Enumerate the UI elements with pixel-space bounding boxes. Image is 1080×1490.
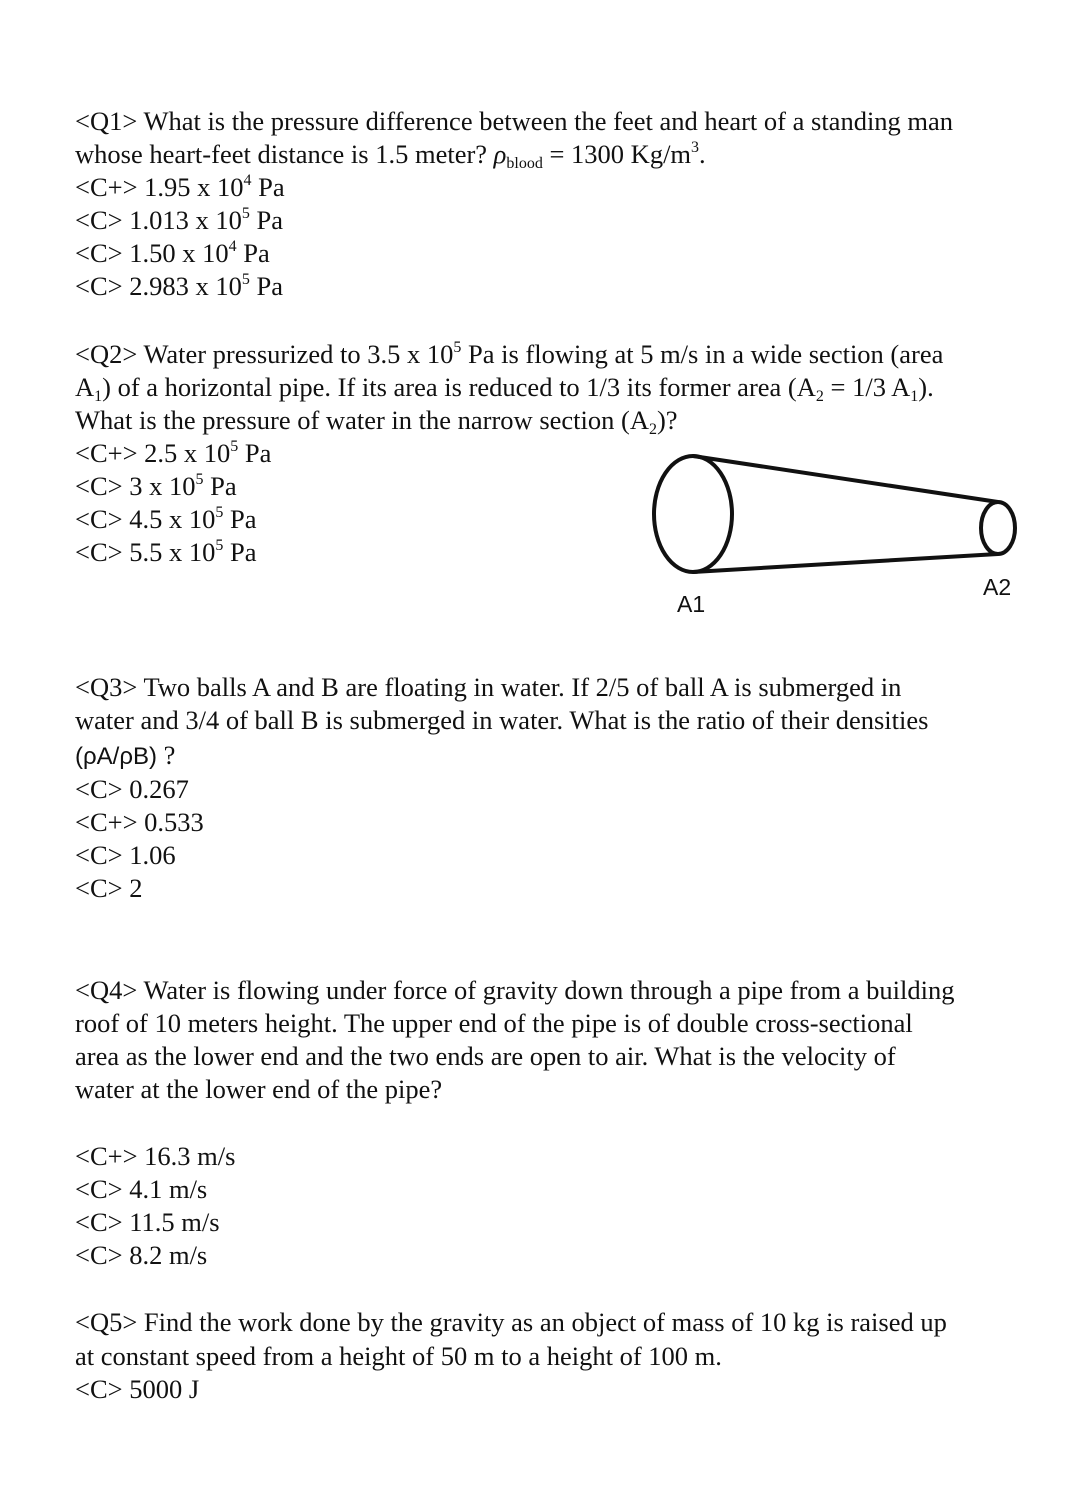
choice-mantissa: 1.013 x 10	[129, 205, 242, 235]
choice-tag: <C>	[75, 1207, 123, 1237]
choice-tag: <C>	[75, 1174, 123, 1204]
choice-text: 8.2 m/s	[129, 1240, 208, 1270]
choice-text: 1.06	[129, 840, 176, 870]
q4-text-3: area as the lower end and the two ends are open to air. What is the velocity of	[75, 1041, 896, 1071]
choice-exponent: 5	[215, 537, 224, 554]
q1-choice-1[interactable]	[75, 171, 285, 204]
choice-tag: <C>	[75, 774, 123, 804]
q1-choice-4[interactable]	[75, 270, 283, 303]
choice-tag: <C>	[75, 1374, 123, 1404]
rho-symbol: ρ	[493, 139, 507, 169]
q4-tag: <Q4>	[75, 975, 138, 1005]
choice-unit: Pa	[223, 504, 257, 534]
q2-line-3	[75, 404, 678, 437]
q2-text: ) of a horizontal pipe. If its area is reduced to 1/3 its former area (A	[102, 372, 816, 402]
q3-choice-1[interactable]	[75, 773, 189, 806]
q4-text-4: water at the lower end of the pipe?	[75, 1074, 443, 1104]
q2-subscript: 2	[815, 388, 824, 405]
q3-tag: <Q3>	[75, 672, 138, 702]
choice-exponent: 4	[243, 172, 252, 189]
q5-line-1	[75, 1306, 947, 1339]
choice-unit: Pa	[238, 438, 272, 468]
rho-value: = 1300 Kg/m	[542, 139, 692, 169]
choice-tag: <C>	[75, 471, 123, 501]
q3-choice-3[interactable]	[75, 839, 176, 872]
choice-text: 0.533	[144, 807, 204, 837]
q2-subscript: 1	[910, 388, 919, 405]
q4-choice-3[interactable]	[75, 1206, 220, 1239]
rho-tail: .	[699, 139, 706, 169]
q5-text-2: at constant speed from a height of 50 m to a height of 100 m.	[75, 1341, 722, 1371]
q4-choice-4[interactable]	[75, 1239, 207, 1272]
choice-tag: <C>	[75, 238, 123, 268]
q4-choice-1[interactable]	[75, 1140, 235, 1173]
q3-choice-2[interactable]	[75, 806, 204, 839]
q1-text-2: whose heart-feet distance is 1.5 meter?	[75, 139, 488, 169]
q3-line-2	[75, 704, 928, 737]
q2-text: )?	[656, 405, 678, 435]
q3-choice-4[interactable]	[75, 872, 142, 905]
q2-tag: <Q2>	[75, 339, 138, 369]
q2-choice-3[interactable]	[75, 503, 256, 536]
q5-choice-1[interactable]	[75, 1373, 199, 1406]
q1-choice-2[interactable]	[75, 204, 283, 237]
choice-tag: <C>	[75, 873, 123, 903]
density-ratio: (ρA/ρB)	[75, 743, 157, 770]
q5-line-2	[75, 1340, 722, 1373]
pipe-diagram	[640, 448, 1040, 628]
q4-text-2: roof of 10 meters height. The upper end of the pipe is of double cross-sectional	[75, 1008, 913, 1038]
choice-mantissa: 2.5 x 10	[144, 438, 231, 468]
q3-line-3	[75, 739, 175, 773]
choice-exponent: 5	[241, 271, 250, 288]
choice-tag: <C+>	[75, 1141, 138, 1171]
label-a2: A2	[983, 574, 1012, 600]
rho-exponent: 3	[691, 139, 700, 156]
choice-text: 2	[129, 873, 143, 903]
q4-text-1: Water is flowing under force of gravity down through a pipe from a building	[143, 975, 955, 1005]
q3-text-2: water and 3/4 of ball B is submerged in water. What is the ratio of their densities	[75, 705, 929, 735]
choice-unit: Pa	[223, 537, 257, 567]
choice-unit: Pa	[203, 471, 237, 501]
q5-text-1: Find the work done by the gravity as an object of mass of 10 kg is raised up	[143, 1307, 947, 1337]
pipe-wide-end	[654, 456, 732, 572]
q5-tag: <Q5>	[75, 1307, 138, 1337]
choice-exponent: 4	[228, 238, 237, 255]
q2-text: Pa is flowing at 5 m/s in a wide section (area	[461, 339, 944, 369]
choice-mantissa: 1.50 x 10	[129, 238, 229, 268]
choice-tag: <C>	[75, 1240, 123, 1270]
q2-exponent: 5	[453, 339, 462, 356]
q2-subscript: 2	[648, 421, 657, 438]
choice-tag: <C+>	[75, 438, 138, 468]
choice-tag: <C>	[75, 840, 123, 870]
pipe-top-edge	[693, 456, 998, 502]
pipe-bottom-edge	[693, 554, 998, 572]
choice-mantissa: 2.983 x 10	[129, 271, 242, 301]
choice-tag: <C>	[75, 504, 123, 534]
choice-tag: <C>	[75, 271, 123, 301]
q2-text: A	[75, 372, 95, 402]
choice-mantissa: 5.5 x 10	[129, 537, 216, 567]
q2-text: Water pressurized to 3.5 x 10	[143, 339, 454, 369]
choice-tag: <C>	[75, 537, 123, 567]
density-ratio-tail: ?	[156, 740, 176, 770]
q2-subscript: 1	[94, 388, 103, 405]
q2-text: = 1/3 A	[823, 372, 911, 402]
choice-exponent: 5	[230, 438, 239, 455]
q2-text: What is the pressure of water in the narrow section (A	[75, 405, 649, 435]
choice-text: 0.267	[129, 774, 189, 804]
pipe-narrow-end	[981, 502, 1015, 554]
q4-line-3	[75, 1040, 896, 1073]
choice-tag: <C+>	[75, 807, 138, 837]
choice-text: 5000 J	[129, 1374, 200, 1404]
choice-text: 4.1 m/s	[129, 1174, 208, 1204]
choice-unit: Pa	[236, 238, 270, 268]
q2-line-1	[75, 338, 943, 371]
q4-choice-2[interactable]	[75, 1173, 207, 1206]
q2-text: ).	[918, 372, 934, 402]
choice-exponent: 5	[241, 205, 250, 222]
choice-mantissa: 3 x 10	[129, 471, 196, 501]
choice-text: 16.3 m/s	[144, 1141, 236, 1171]
label-a1: A1	[677, 591, 706, 617]
choice-tag: <C+>	[75, 172, 138, 202]
q1-text-1: What is the pressure difference between the feet and heart of a standing man	[143, 106, 954, 136]
q3-line-1	[75, 671, 901, 704]
choice-exponent: 5	[215, 504, 224, 521]
q1-line-1	[75, 105, 953, 138]
rho-subscript: blood	[506, 155, 543, 172]
q3-text-1: Two balls A and B are floating in water. If 2/5 of ball A is submerged in	[143, 672, 902, 702]
q4-line-4	[75, 1073, 442, 1106]
choice-mantissa: 1.95 x 10	[144, 172, 244, 202]
choice-unit: Pa	[249, 205, 283, 235]
q1-tag: <Q1>	[75, 106, 138, 136]
q2-choice-4[interactable]	[75, 536, 256, 569]
q1-line-2	[75, 138, 706, 171]
q4-line-1	[75, 974, 955, 1007]
q2-choice-2[interactable]	[75, 470, 237, 503]
q1-choice-3[interactable]	[75, 237, 270, 270]
choice-mantissa: 4.5 x 10	[129, 504, 216, 534]
q2-choice-1[interactable]	[75, 437, 271, 470]
choice-unit: Pa	[249, 271, 283, 301]
q2-line-2	[75, 371, 934, 404]
choice-tag: <C>	[75, 205, 123, 235]
choice-unit: Pa	[251, 172, 285, 202]
q4-line-2	[75, 1007, 913, 1040]
choice-text: 11.5 m/s	[129, 1207, 220, 1237]
choice-exponent: 5	[195, 471, 204, 488]
